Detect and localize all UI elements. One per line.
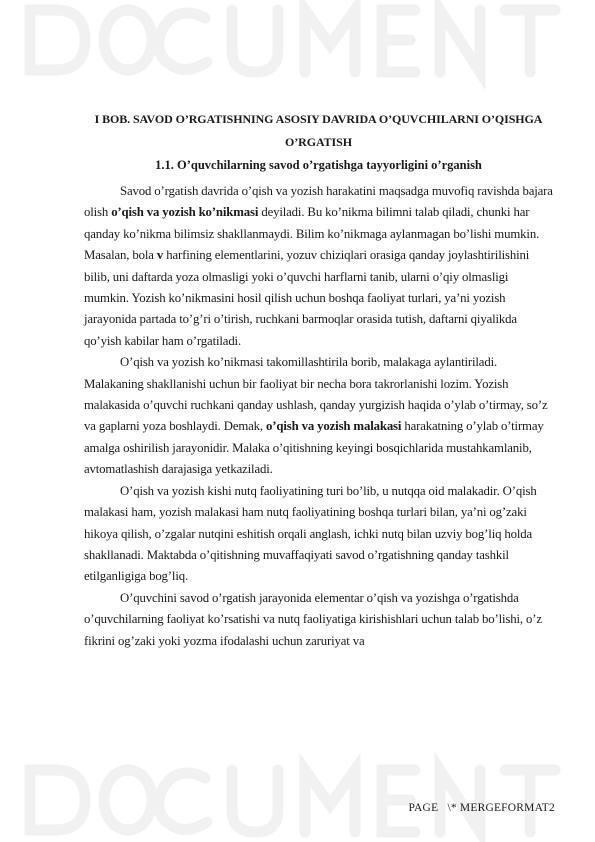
paragraph-text: O’qish va yozish kishi nutq faoliyatining turi bo’lib, u nutqqa oid malakadir. O’qish malakasi ham, yozish malakasi ham nutq faoliyatining boshqa turlari bilan, ya’ni og’zaki hikoya qilish, o’zgalar nutqini eshitish orqali anglash, ichki nutq bilan uzviy bog’liq holda shakllanadi. Maktabda o’qitishning muvaffaqiyati savod o’rgatishning qanday tashkil etilganligiga bog’liq.	[84, 483, 537, 584]
page-number-field: PAGE \* MERGEFORMAT2	[408, 802, 555, 814]
paragraph	[84, 588, 553, 652]
paragraph	[84, 352, 553, 480]
paragraph-text: deyiladi. Bu ko’nikma bilimni talab qiladi, chunki har qanday ko’nikma bilimsiz shakllanmaydi. Bilim ko’nikmaga aylanmagan bo’lishi mumkin. Masalan, bola	[84, 205, 540, 263]
chapter-title: I BOB. SAVOD O’RGATISHNING ASOSIY DAVRIDA O’QUVCHILARNI O’QISHGA O’RGATISH	[94, 112, 543, 149]
section-title: 1.1. O’quvchilarning savod o’rgatishga tayyorligini o’rganish	[155, 158, 482, 172]
document-body	[84, 108, 553, 652]
paragraph-text: O’quvchini savod o’rgatish jarayonida elementar o’qish va yozishga o’rgatishda o’quvchilarning faoliyat ko’rsatishi va nutq faoliyatiga kirishishlari uchun talab bo’lishi, o’z fikrini og’zaki yoki yozma ifodalashi uchun zaruriyat va	[84, 590, 542, 648]
paragraph-text: harakatning o’ylab o’tirmay amalga oshirilish jarayonidir. Malaka o’qitishning keyingi bosqichlarida mustahkamlanib, avtomatlashish darajasiga yetkaziladi.	[84, 419, 544, 477]
paragraph-text: O’qish va yozish ko’nikmasi takomillashtirila borib, malakaga aylantiriladi. Malakaning shakllanishi uchun bir faoliyat bir necha bora takrorlanishi lozim. Yozish malakasida o’quvchi ruchkani qanday ushlash, qanday yurgizish haqida o’ylab o’tirmay, so’z va gaplarni yoza boshlaydi. Demak,	[84, 355, 548, 434]
bold-term: o’qish va yozish malakasi	[266, 419, 402, 434]
paragraph	[84, 481, 553, 588]
paragraph-text: Savod o’rgatish davrida o’qish va yozish harakatini maqsadga muvofiq ravishda bajara olish	[84, 184, 553, 220]
bold-letter: v	[156, 248, 164, 263]
paragraph	[84, 181, 553, 352]
paragraph-text: harfining elementlarini, yozuv chiziqlari orasiga qanday joylashtirilishini bilib, uni daftarda yoza olmasligi yoki o’quvchi harflarni tanib, ularni o’qiy olmasligi mumkin. Yozish ko’nikmasini hosil qilish uchun boshqa faoliyat turlari, ya’ni yozish jarayonida partada to’g’ri o’tirish, ruchkani barmoqlar orasida tutish, daftarni qiyalikda qo’yish kabilar ham o’rgatiladi.	[84, 248, 530, 348]
bold-term: o’qish va yozish ko’nikmasi	[111, 205, 259, 220]
